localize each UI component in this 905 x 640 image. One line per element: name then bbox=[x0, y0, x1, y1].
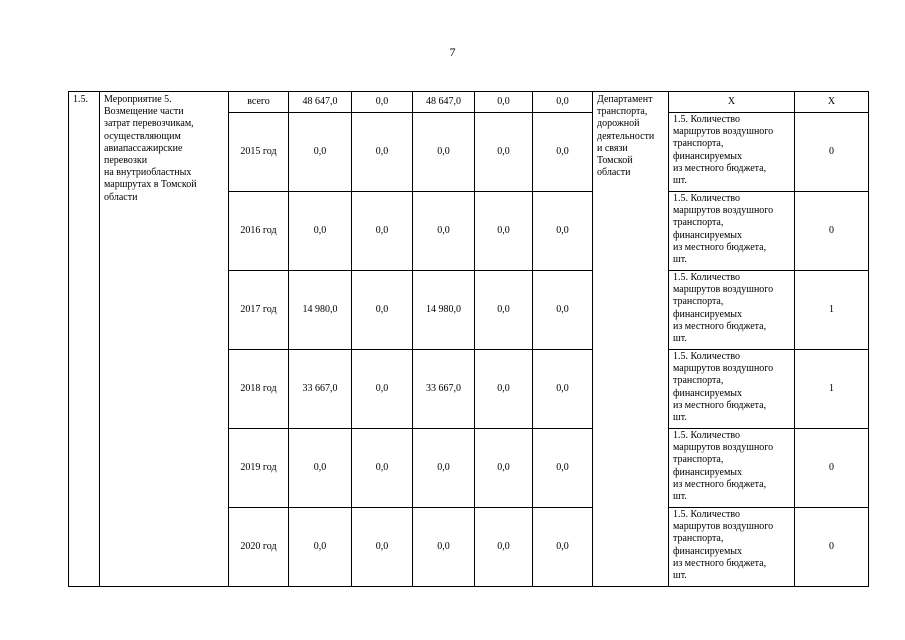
period-cell: 2017 год bbox=[229, 271, 289, 350]
value-cell: 0,0 bbox=[475, 429, 533, 508]
value-cell: 0,0 bbox=[533, 429, 593, 508]
indicator-cell: 1.5. Количество маршрутов воздушного транспорта, финансируемых из местного бюджета, шт. bbox=[669, 429, 795, 508]
value-cell: 0,0 bbox=[352, 271, 413, 350]
indicator-cell: 1.5. Количество маршрутов воздушного транспорта, финансируемых из местного бюджета, шт. bbox=[669, 271, 795, 350]
value-cell: 0,0 bbox=[533, 192, 593, 271]
indicator-value-cell: 0 bbox=[795, 192, 869, 271]
indicator-value-cell: 1 bbox=[795, 350, 869, 429]
indicator-cell: 1.5. Количество маршрутов воздушного транспорта, финансируемых из местного бюджета, шт. bbox=[669, 113, 795, 192]
value-cell: 0,0 bbox=[352, 350, 413, 429]
indicator-value-cell: 0 bbox=[795, 508, 869, 587]
row-number-cell: 1.5. bbox=[69, 92, 100, 587]
indicator-value-cell: 1 bbox=[795, 271, 869, 350]
period-cell: 2019 год bbox=[229, 429, 289, 508]
value-cell: 0,0 bbox=[289, 508, 352, 587]
value-cell: 0,0 bbox=[533, 271, 593, 350]
indicator-value-cell: 0 bbox=[795, 113, 869, 192]
value-cell: 0,0 bbox=[475, 271, 533, 350]
value-cell: 0,0 bbox=[352, 508, 413, 587]
indicator-value-cell: Х bbox=[795, 92, 869, 113]
value-cell: 0,0 bbox=[413, 113, 475, 192]
activity-cell: Мероприятие 5. Возмещение части затрат перевозчикам, осуществляющим авиапассажирские перевозки на внутриобластных маршрутах в Томской области bbox=[100, 92, 229, 587]
value-cell: 0,0 bbox=[289, 429, 352, 508]
budget-table bbox=[68, 91, 869, 587]
period-cell: 2015 год bbox=[229, 113, 289, 192]
period-cell: 2016 год bbox=[229, 192, 289, 271]
value-cell: 14 980,0 bbox=[413, 271, 475, 350]
value-cell: 0,0 bbox=[533, 508, 593, 587]
indicator-cell: 1.5. Количество маршрутов воздушного транспорта, финансируемых из местного бюджета, шт. bbox=[669, 192, 795, 271]
period-cell: 2018 год bbox=[229, 350, 289, 429]
value-cell: 0,0 bbox=[475, 350, 533, 429]
value-cell: 0,0 bbox=[289, 113, 352, 192]
value-cell: 0,0 bbox=[352, 192, 413, 271]
value-cell: 0,0 bbox=[352, 113, 413, 192]
value-cell: 0,0 bbox=[475, 508, 533, 587]
value-cell: 48 647,0 bbox=[289, 92, 352, 113]
value-cell: 48 647,0 bbox=[413, 92, 475, 113]
value-cell: 14 980,0 bbox=[289, 271, 352, 350]
value-cell: 0,0 bbox=[352, 92, 413, 113]
executor-cell: Департамент транспорта, дорожной деятельности и связи Томской области bbox=[593, 92, 669, 587]
value-cell: 0,0 bbox=[533, 113, 593, 192]
value-cell: 0,0 bbox=[352, 429, 413, 508]
indicator-cell: 1.5. Количество маршрутов воздушного транспорта, финансируемых из местного бюджета, шт. bbox=[669, 508, 795, 587]
value-cell: 0,0 bbox=[475, 192, 533, 271]
value-cell: 0,0 bbox=[413, 508, 475, 587]
value-cell: 33 667,0 bbox=[289, 350, 352, 429]
table-row-total bbox=[69, 92, 869, 113]
value-cell: 0,0 bbox=[475, 113, 533, 192]
indicator-cell: Х bbox=[669, 92, 795, 113]
value-cell: 0,0 bbox=[289, 192, 352, 271]
value-cell: 33 667,0 bbox=[413, 350, 475, 429]
value-cell: 0,0 bbox=[475, 92, 533, 113]
value-cell: 0,0 bbox=[533, 92, 593, 113]
value-cell: 0,0 bbox=[533, 350, 593, 429]
value-cell: 0,0 bbox=[413, 429, 475, 508]
indicator-value-cell: 0 bbox=[795, 429, 869, 508]
value-cell: 0,0 bbox=[413, 192, 475, 271]
indicator-cell: 1.5. Количество маршрутов воздушного транспорта, финансируемых из местного бюджета, шт. bbox=[669, 350, 795, 429]
period-cell: 2020 год bbox=[229, 508, 289, 587]
period-cell: всего bbox=[229, 92, 289, 113]
page-number: 7 bbox=[449, 45, 456, 59]
